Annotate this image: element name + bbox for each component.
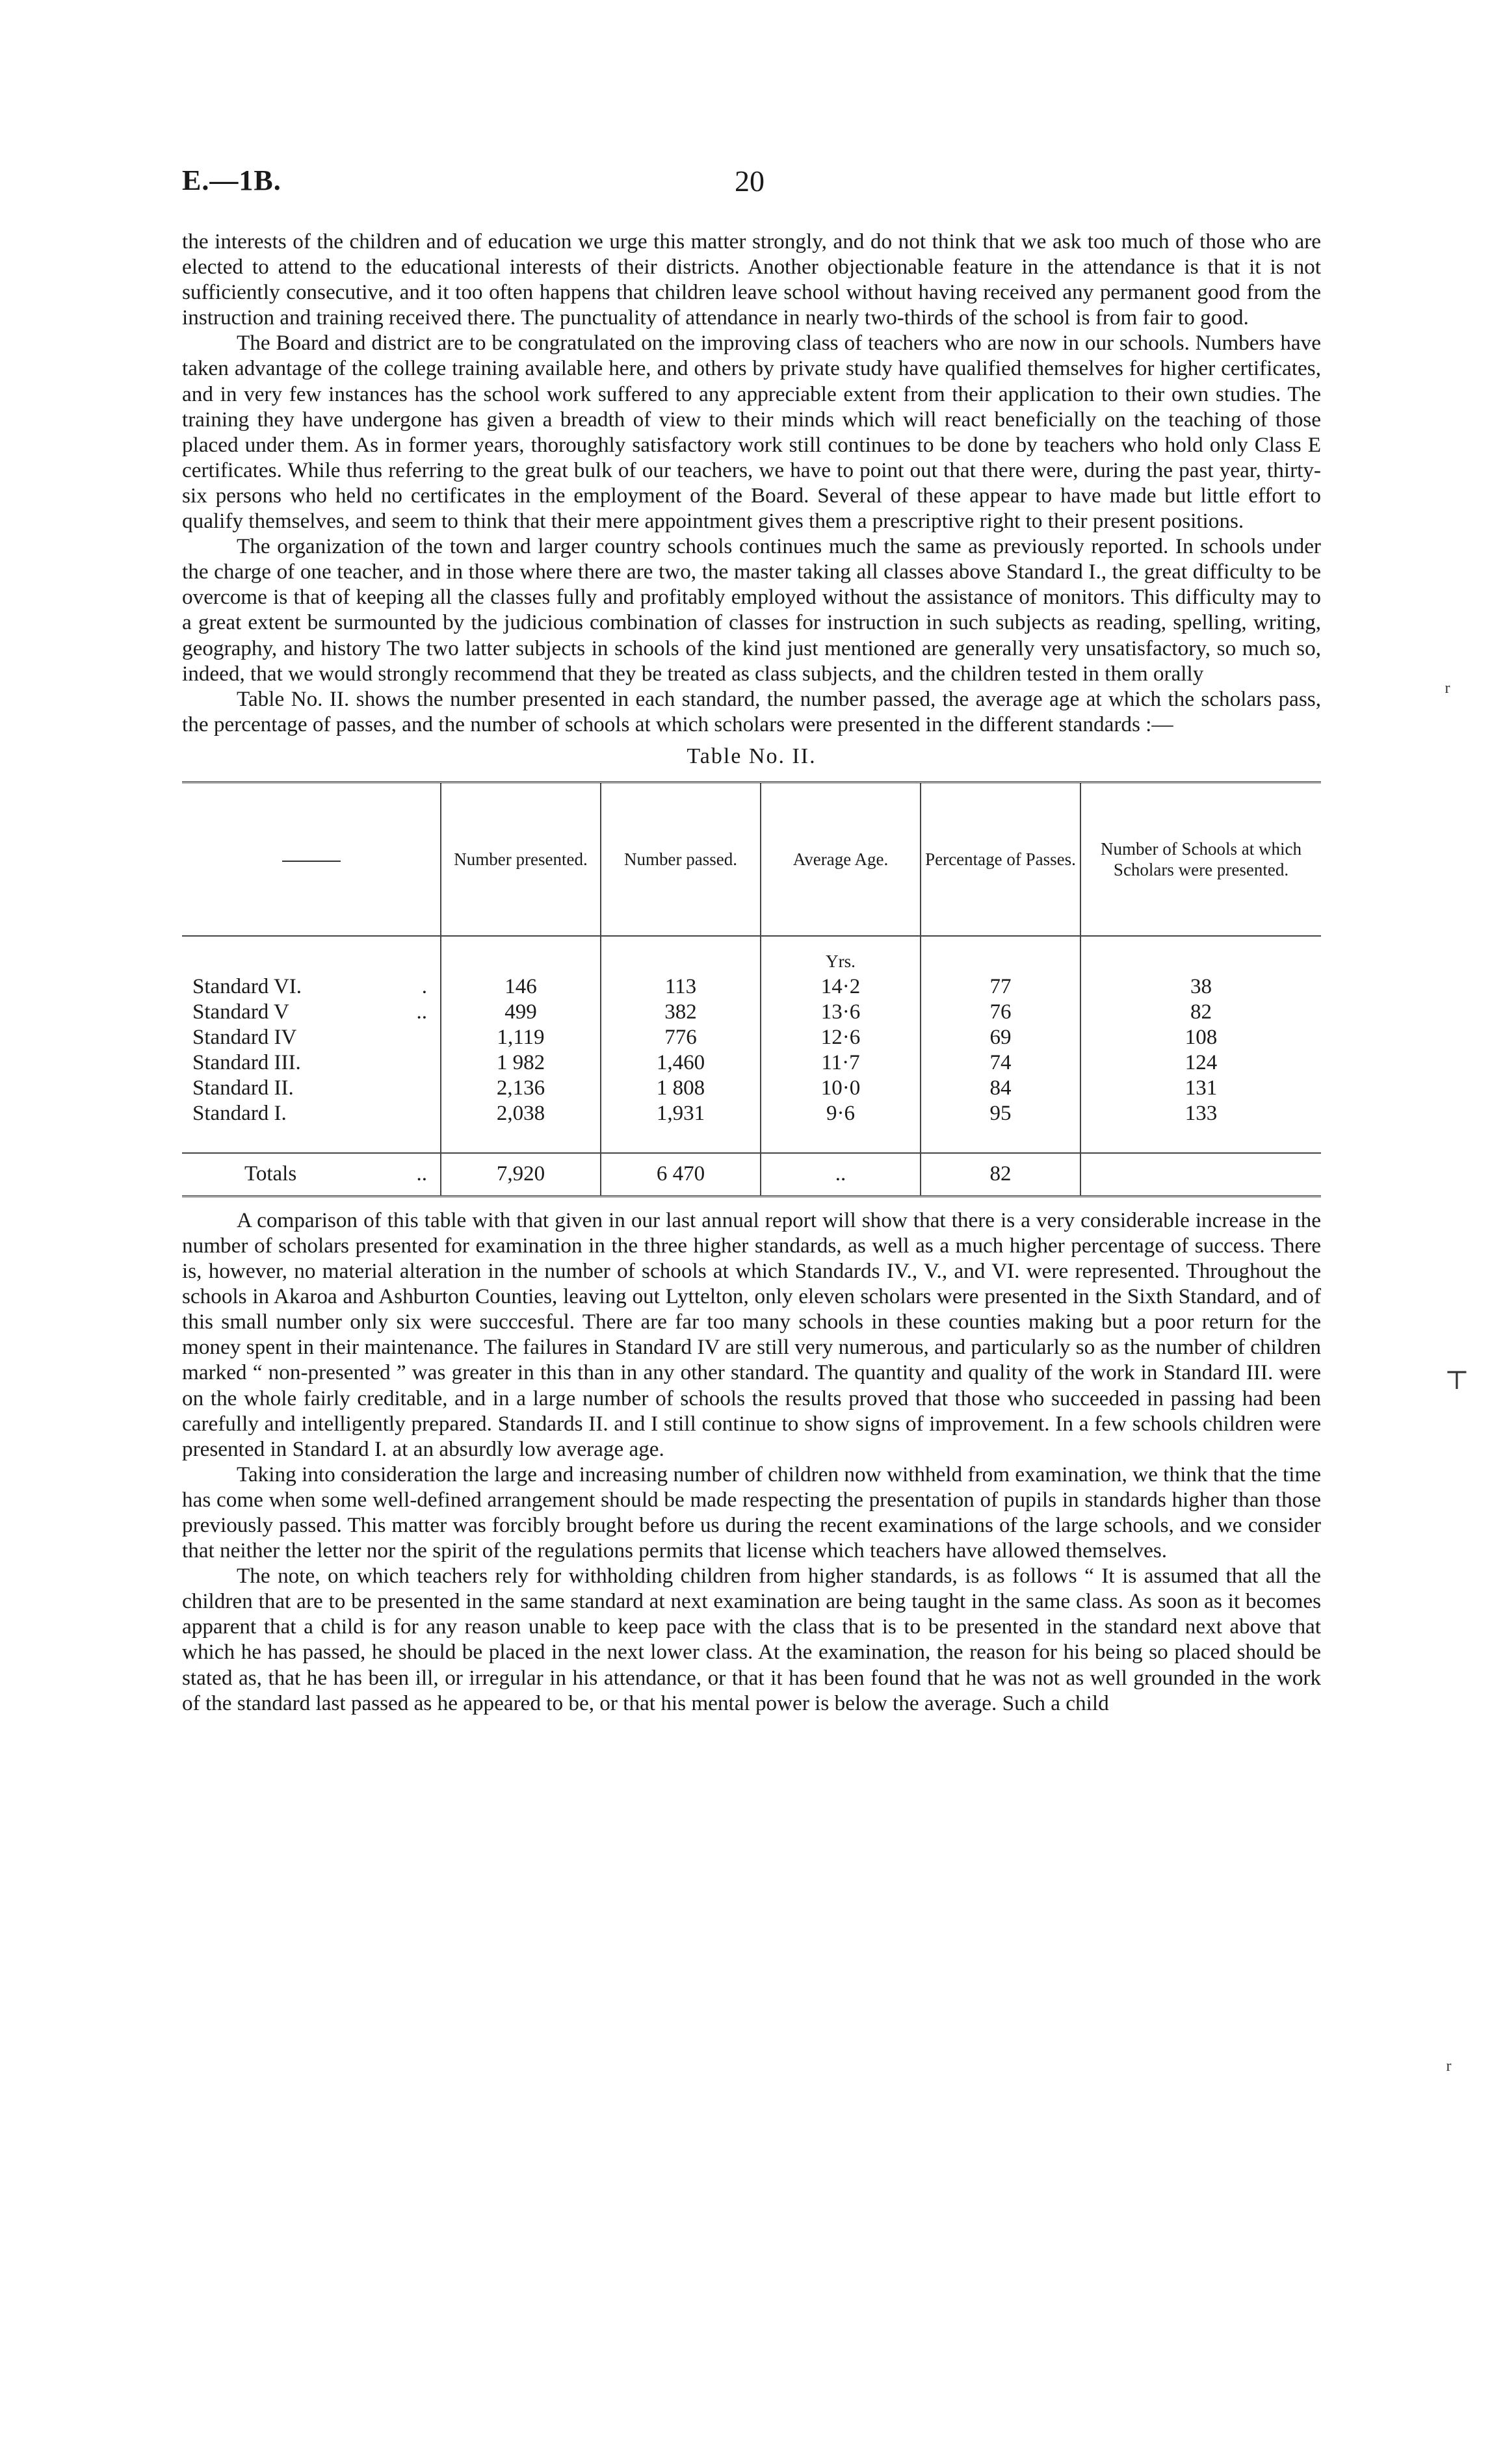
- cell-schools: 131: [1080, 1076, 1321, 1101]
- cell-percentage: 95: [921, 1101, 1080, 1126]
- paragraph: Table No. II. shows the number presented in each standard, the number passed, the average age at which the scholars pass, the percentage of passes, and the number of schools at which scholars were presented in the different standards :—: [182, 686, 1321, 736]
- row-label: Standard V: [192, 1000, 289, 1024]
- row-label: Standard IV: [192, 1025, 297, 1049]
- total-percentage: 82: [921, 1153, 1080, 1197]
- row-label: Standard VI.: [192, 974, 302, 998]
- cell-age: 10·0: [761, 1076, 921, 1101]
- age-unit: Yrs.: [761, 936, 921, 974]
- row-label: Standard I.: [192, 1101, 287, 1125]
- cell-presented: 2,136: [441, 1076, 601, 1101]
- cell-age: 14·2: [761, 974, 921, 1000]
- document-code: E.—1B.: [182, 164, 281, 196]
- totals-row: [182, 1153, 1321, 1197]
- total-passed: 6 470: [601, 1153, 761, 1197]
- cell-presented: 146: [441, 974, 601, 1000]
- table-header-row: [182, 782, 1321, 936]
- paragraph: the interests of the children and of education we urge this matter strongly, and do not think that we ask too much of those who are elected to attend to the educational interests of their districts. Another objectionable feature in the attendance is that it is not sufficiently consecutive, and it too often happens that children leave school without having received any permanent good from the instruction and training received there. The punctuality of attendance in nearly two-thirds of the school is from fair to good.: [182, 229, 1321, 330]
- table-row: [182, 1101, 1321, 1126]
- cell-percentage: 69: [921, 1025, 1080, 1050]
- cell-presented: 1,119: [441, 1025, 601, 1050]
- cell-schools: 133: [1080, 1101, 1321, 1126]
- row-label: Standard III.: [192, 1050, 301, 1074]
- cell-age: 12·6: [761, 1025, 921, 1050]
- header-age: Average Age.: [761, 782, 921, 936]
- table-row: [182, 1025, 1321, 1050]
- table-row: [182, 1050, 1321, 1076]
- cell-presented: 2,038: [441, 1101, 601, 1126]
- header-passed: Number passed.: [601, 782, 761, 936]
- paragraph: The Board and district are to be congratulated on the improving class of teachers who are now in our schools. Numbers have taken advantage of the college training available here, and others by private study have qualified themselves for higher certificates, and in very few instances has the school work suffered to any appreciable extent from their application to their own studies. The training they have undergone has given a breadth of view to their minds which will react beneficially on the teaching of those placed under them. As in former years, thoroughly satisfactory work still continues to be done by teachers who hold only Class E certificates. While thus referring to the great bulk of our teachers, we have to point out that there were, during the past year, thirty-six persons who held no certificates in the employment of the Board. Several of these appear to have made but little effort to qualify themselves, and seem to think that their mere appointment gives them a prescriptive right to their present positions.: [182, 331, 1321, 534]
- row-label: Standard II.: [192, 1076, 294, 1100]
- cell-presented: 1 982: [441, 1050, 601, 1076]
- margin-mark: ʳ: [1445, 677, 1450, 706]
- cell-age: 13·6: [761, 1000, 921, 1025]
- cell-schools: 124: [1080, 1050, 1321, 1076]
- cell-passed: 1,460: [601, 1050, 761, 1076]
- table-row: [182, 974, 1321, 1000]
- dash-mark: [282, 861, 341, 862]
- table-row: [182, 1076, 1321, 1101]
- total-age: ..: [761, 1153, 921, 1197]
- totals-label: Totals: [244, 1162, 297, 1186]
- cell-percentage: 74: [921, 1050, 1080, 1076]
- page-body: [182, 229, 1321, 1716]
- cell-passed: 1,931: [601, 1101, 761, 1126]
- cell-passed: 776: [601, 1025, 761, 1050]
- header-schools: Number of Schools at which Scholars were presented.: [1080, 782, 1321, 936]
- margin-mark: ʳ: [1446, 2055, 1452, 2084]
- leader-dots: ..: [416, 1000, 427, 1024]
- standards-table: [182, 781, 1321, 1197]
- leader-dots: ..: [416, 1162, 427, 1186]
- header-presented: Number presented.: [441, 782, 601, 936]
- page-number: 20: [735, 164, 765, 198]
- cell-percentage: 77: [921, 974, 1080, 1000]
- cell-schools: 38: [1080, 974, 1321, 1000]
- total-presented: 7,920: [441, 1153, 601, 1197]
- cell-age: 9·6: [761, 1101, 921, 1126]
- cell-schools: 108: [1080, 1025, 1321, 1050]
- cell-presented: 499: [441, 1000, 601, 1025]
- cell-percentage: 76: [921, 1000, 1080, 1025]
- cell-passed: 1 808: [601, 1076, 761, 1101]
- paragraph: A comparison of this table with that given in our last annual report will show that there is a very considerable increase in the number of scholars presented for examination in the three higher standards, as well as a much higher percentage of success. There is, however, no material alteration in the number of schools at which Standards IV., V., and VI. were represented. Throughout the schools in Akaroa and Ashburton Counties, leaving out Lyttelton, only eleven scholars were presented in the Sixth Standard, and of this small number only six were succcesful. There are far too many schools in these counties making but a poor return for the money spent in their maintenance. The failures in Standard IV are still very numerous, and particularly so as the number of children marked “ non-presented ” was greater in this than in any other standard. The quantity and quality of the work in Standard III. were on the whole fairly creditable, and in a large number of schools the results proved that those who succeeded in passing had been carefully and intelligently prepared. Standards II. and I still continue to show signs of improvement. In a few schools children were presented in Standard I. at an absurdly low average age.: [182, 1208, 1321, 1461]
- units-row: [182, 936, 1321, 974]
- cell-schools: 82: [1080, 1000, 1321, 1025]
- cell-passed: 113: [601, 974, 761, 1000]
- leader-dots: .: [421, 974, 427, 998]
- cell-age: 11·7: [761, 1050, 921, 1076]
- paragraph: The note, on which teachers rely for withholding children from higher standards, is as follows “ It is assumed that all the children that are to be presented in the same standard at next examination are being taught in the same class. As soon as it becomes apparent that a child is for any reason unable to keep pace with the class that is to be presented in the standard next above that which he has passed, he should be placed in the next lower class. At the examination, the reason for his being so placed should be stated as, that he has been ill, or irregular in his attendance, or that it has been found that he was not as well grounded in the work of the standard last passed as he appeared to be, or that his mental power is below the average. Such a child: [182, 1564, 1321, 1715]
- table-caption: Table No. II.: [687, 744, 817, 768]
- header-percentage: Percentage of Passes.: [921, 782, 1080, 936]
- page-header: [182, 164, 1320, 203]
- paragraph: The organization of the town and larger country schools continues much the same as previously reported. In schools under the charge of one teacher, and in those where there are two, the master taking all classes above Standard I., the great difficulty to be overcome is that of keeping all the classes fully and profitably employed without the assistance of monitors. This difficulty may to a great extent be surmounted by the judicious combination of classes for instruction in such subjects as reading, spelling, writing, geography, and history The two latter subjects in schools of the kind just mentioned are generally very unsatisfactory, so much so, indeed, that we would strongly recommend that they be treated as class subjects, and the children tested in them orally: [182, 534, 1321, 686]
- table-row: [182, 1000, 1321, 1025]
- paragraph: Taking into consideration the large and increasing number of children now withheld from examination, we think that the time has come when some well-defined arrangement should be made respecting the presentation of pupils in standards higher than those previously passed. This matter was forcibly brought before us during the recent examinations of the large schools, and we consider that neither the letter nor the spirit of the regulations permits that license which teachers have allowed themselves.: [182, 1462, 1321, 1563]
- cell-passed: 382: [601, 1000, 761, 1025]
- header-blank: [182, 782, 441, 936]
- cell-percentage: 84: [921, 1076, 1080, 1101]
- margin-mark: ⊤: [1445, 1366, 1469, 1395]
- total-schools: [1080, 1153, 1321, 1197]
